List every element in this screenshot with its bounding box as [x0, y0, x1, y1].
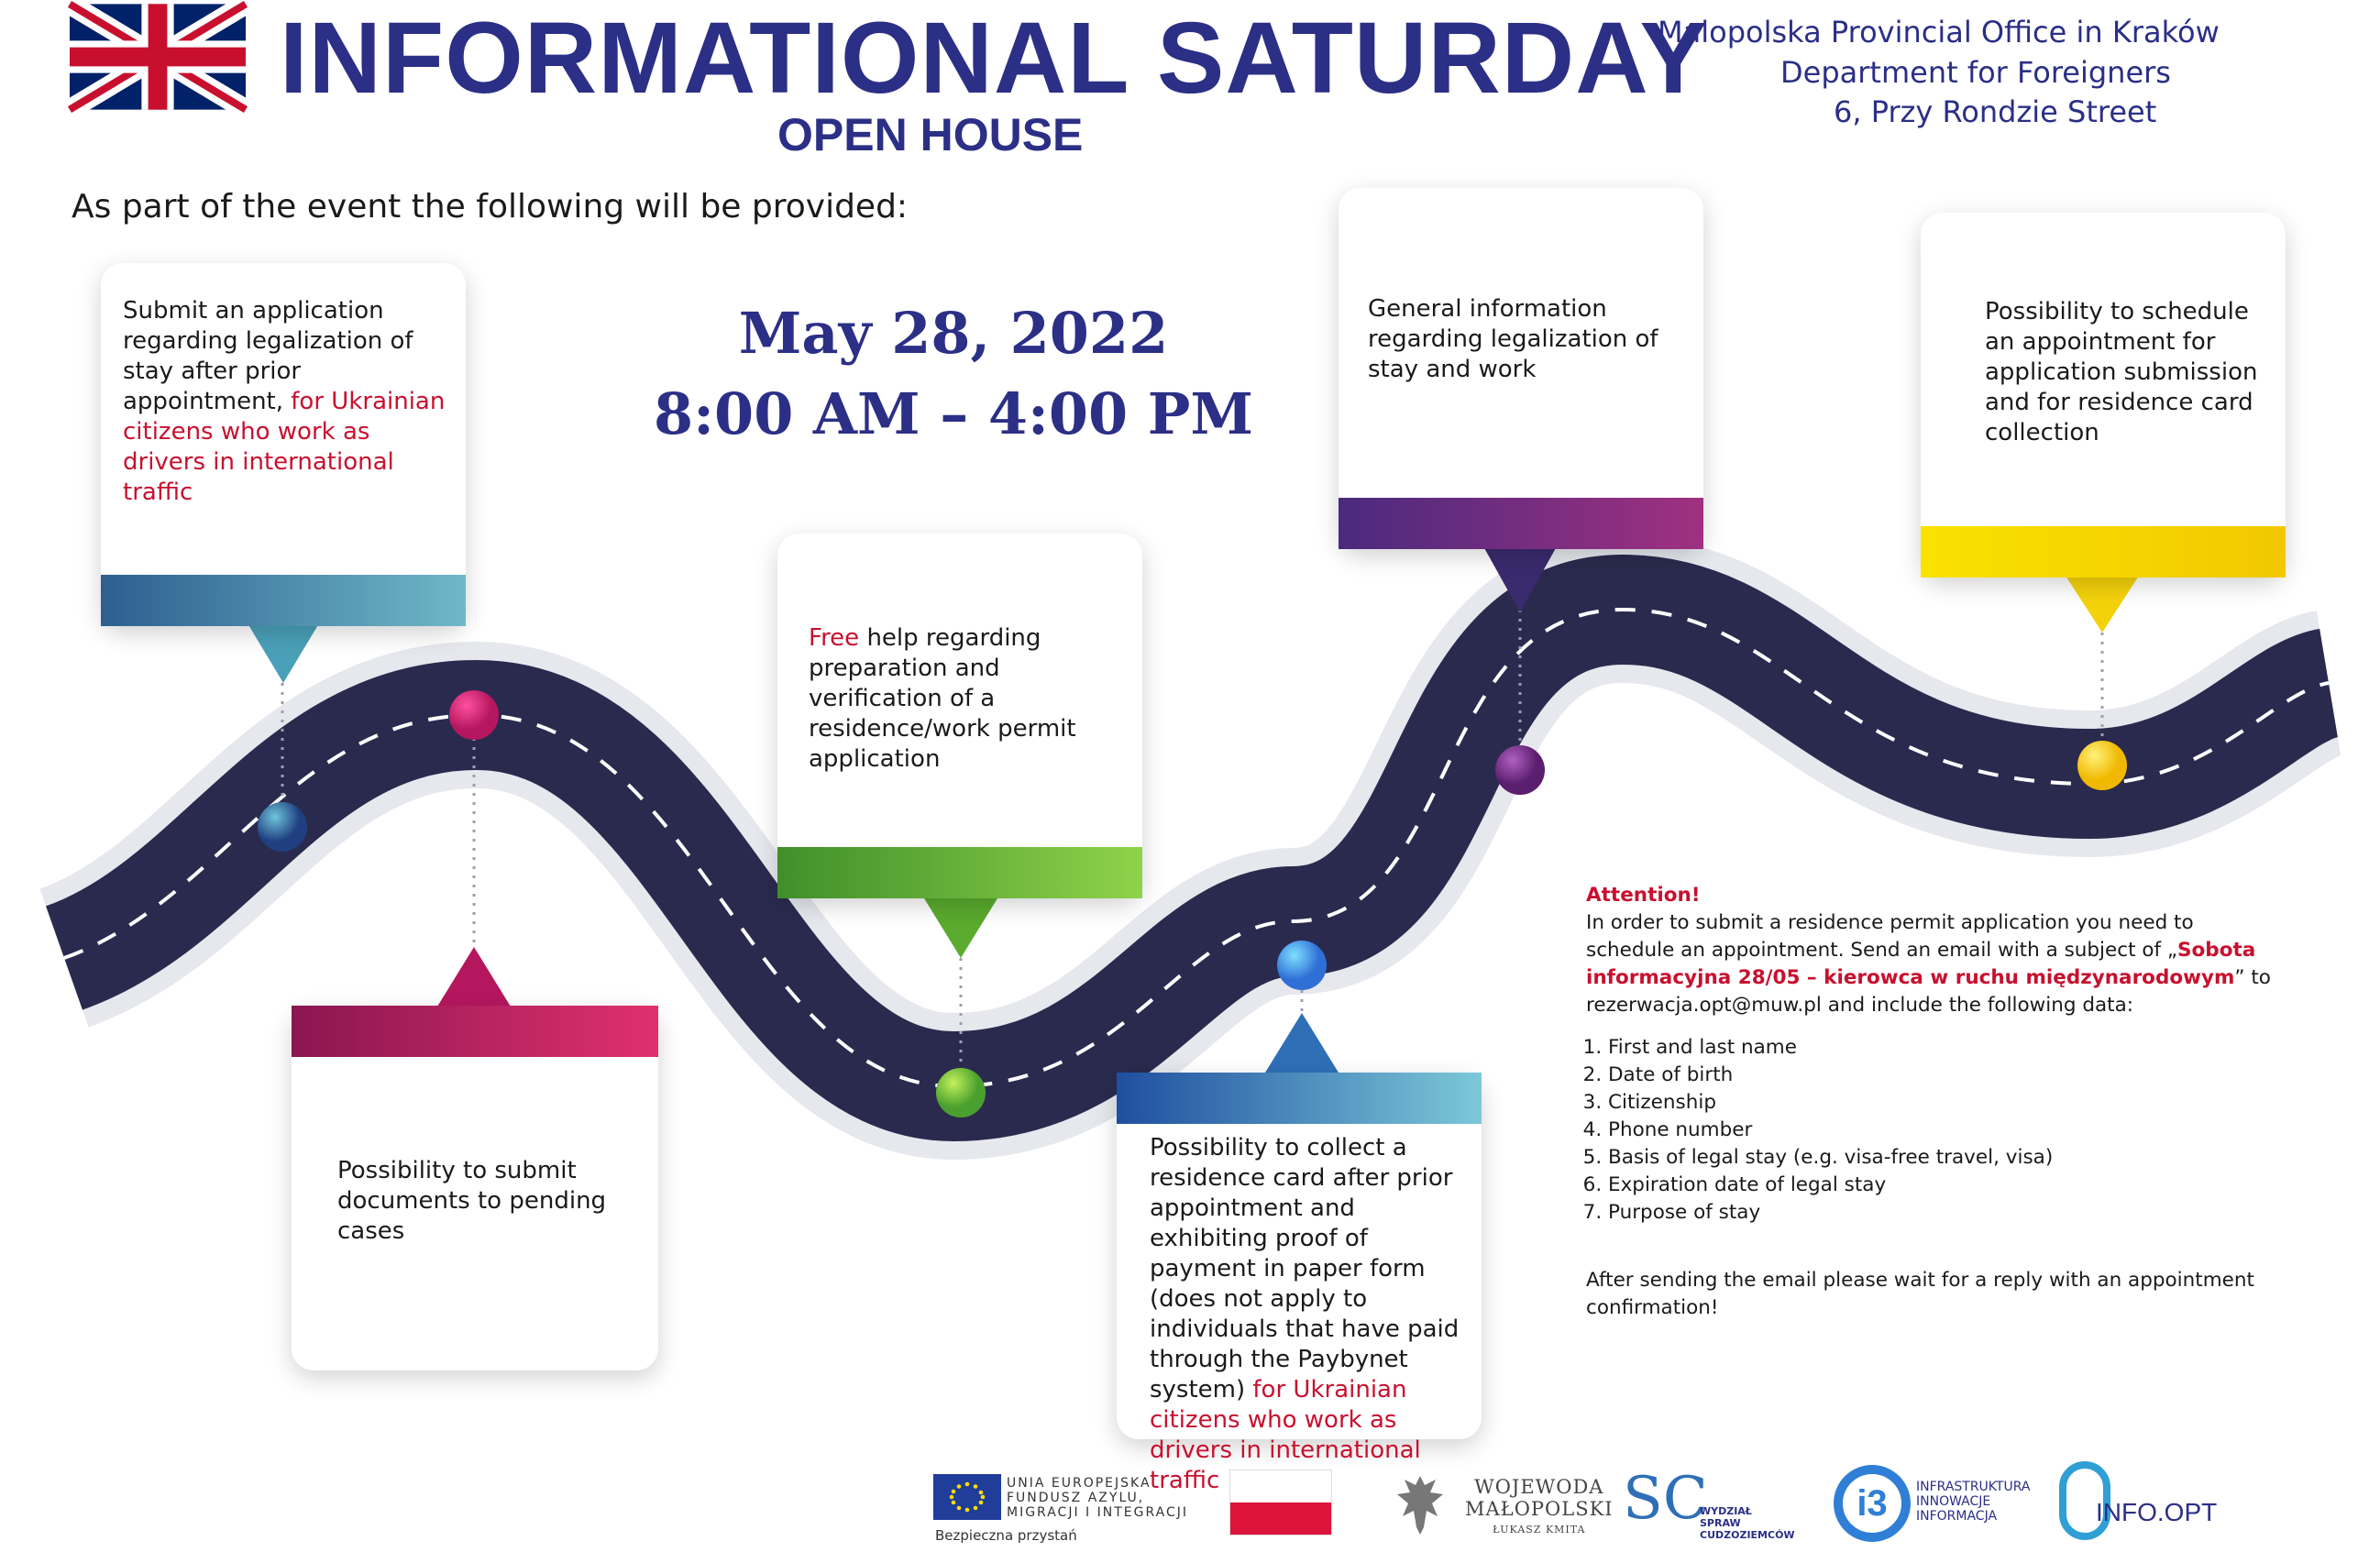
department-name: Department for Foreigners	[1780, 55, 2171, 90]
card-band	[1339, 498, 1703, 549]
office-name: Malopolska Provincial Office in Kraków	[1658, 15, 2220, 50]
card-band	[1117, 1073, 1482, 1124]
eagle-emblem-icon	[1394, 1472, 1447, 1538]
attention-heading: Attention!	[1586, 884, 1701, 907]
card-text: Possibility to schedule an appointment for application submission and for residence card collection	[1985, 298, 2258, 446]
infoopt-logo	[2059, 1458, 2242, 1549]
card-submit-application	[101, 263, 466, 626]
card-highlight: for Ukrainian citizens who work as drivers in international traffic	[1150, 1376, 1421, 1494]
intro-text: As part of the event the following will be provided:	[72, 188, 909, 226]
office-address: 6, Przy Rondzie Street	[1834, 94, 2157, 129]
card-band	[101, 575, 466, 626]
attention-paragraph	[1586, 909, 2283, 1019]
list-item: 3. Citizenship	[1608, 1089, 2283, 1117]
poland-flag-icon	[1230, 1470, 1331, 1535]
eu-fund-logo	[1007, 1476, 1188, 1520]
eu-line: FUNDUSZ AZYLU,	[1007, 1491, 1145, 1505]
milestone-dot-4	[1277, 941, 1327, 990]
milestone-dot-5	[1495, 745, 1545, 795]
card-schedule-appointment	[1921, 213, 2286, 578]
iii-line: INNOWACJE	[1916, 1494, 1991, 1509]
email-subject: Sobota informacyjna 28/05 – kierowca w ruchu międzynarodowym	[1586, 939, 2256, 989]
card-band	[292, 1006, 658, 1057]
attention-text-end: ” to rezerwacja.opt@muw.pl and include the following data:	[1586, 966, 2271, 1017]
card-body: help regarding preparation and verification of a residence/work permit application	[809, 624, 1076, 773]
card-text: General information regarding legalization of stay and work	[1368, 295, 1658, 383]
milestone-dot-1	[258, 802, 307, 852]
card-body: Submit an application regarding legalization of stay after prior appointment,	[123, 297, 413, 415]
list-item: 4. Phone number	[1608, 1117, 2283, 1144]
eu-caption: Bezpieczna przystań	[935, 1527, 1077, 1544]
sc-line: WYDZIAŁ SPRAW	[1700, 1505, 1752, 1529]
required-data-list	[1586, 1034, 2283, 1227]
sc-logo: SC WYDZIAŁ SPRAW CUDZOZIEMCÓW	[1623, 1465, 1795, 1541]
wojewoda-logo	[1381, 1463, 1614, 1546]
list-item: 2. Date of birth	[1608, 1062, 2283, 1089]
event-time: 8:00 AM – 4:00 PM	[654, 380, 1253, 447]
card-text: Possibility to submit documents to pending cases	[337, 1157, 607, 1245]
infoopt-text: INFO.OPT	[2096, 1498, 2218, 1526]
wojewoda-line: MAŁOPOLSKI	[1465, 1498, 1614, 1520]
card-collect-residence-card	[1117, 1073, 1482, 1494]
card-text	[123, 296, 448, 508]
list-item: 6. Expiration date of legal stay	[1608, 1172, 2283, 1199]
card-highlight: Free	[809, 624, 860, 652]
page-subtitle: OPEN HOUSE	[777, 109, 1084, 160]
card-text	[1150, 1133, 1475, 1496]
card-highlight: for Ukrainian citizens who work as drivers in international traffic	[123, 388, 446, 506]
page-title: INFORMATIONAL SATURDAY	[280, 2, 1708, 115]
milestone-dot-6	[2077, 741, 2127, 790]
iii-line: INFORMACJA	[1916, 1509, 1998, 1524]
card-body: Possibility to collect a residence card after prior appointment and exhibiting proof of payment in paper form (does not apply to individuals that have paid through the Paybynet system)	[1150, 1134, 1460, 1403]
card-general-information	[1339, 188, 1703, 549]
card-pending-cases	[292, 1006, 658, 1370]
list-item: 5. Basis of legal stay (e.g. visa-free travel, visa)	[1608, 1144, 2283, 1172]
list-item: 1. First and last name	[1608, 1034, 2283, 1062]
wojewoda-line: ŁUKASZ KMITA	[1493, 1524, 1586, 1535]
card-free-help	[777, 534, 1142, 898]
iii-line: INFRASTRUKTURA	[1916, 1480, 2031, 1494]
list-item: 7. Purpose of stay	[1608, 1199, 2283, 1227]
attention-footer: After sending the email please wait for a reply with an appointment confirmation!	[1586, 1269, 2254, 1319]
iii-logo: i3 INFRASTRUKTURA INNOWACJE INFORMACJA	[1834, 1458, 2054, 1549]
wojewoda-line: WOJEWODA	[1474, 1476, 1604, 1498]
event-date: May 28, 2022	[738, 300, 1169, 367]
card-band	[1921, 526, 2286, 578]
milestone-dot-2	[449, 690, 499, 740]
eu-line: UNIA EUROPEJSKA	[1007, 1476, 1151, 1491]
attention-notice	[1586, 882, 2283, 1322]
milestone-dot-3	[936, 1068, 986, 1117]
card-text	[809, 623, 1125, 775]
eu-line: MIGRACJI I INTEGRACJI	[1007, 1505, 1188, 1520]
attention-text: In order to submit a residence permit application you need to schedule an appointment. Send an email with a subject of „	[1586, 911, 2194, 962]
card-band	[777, 847, 1142, 898]
sc-line: CUDZOZIEMCÓW	[1700, 1529, 1795, 1541]
eu-flag-icon	[933, 1474, 1001, 1520]
